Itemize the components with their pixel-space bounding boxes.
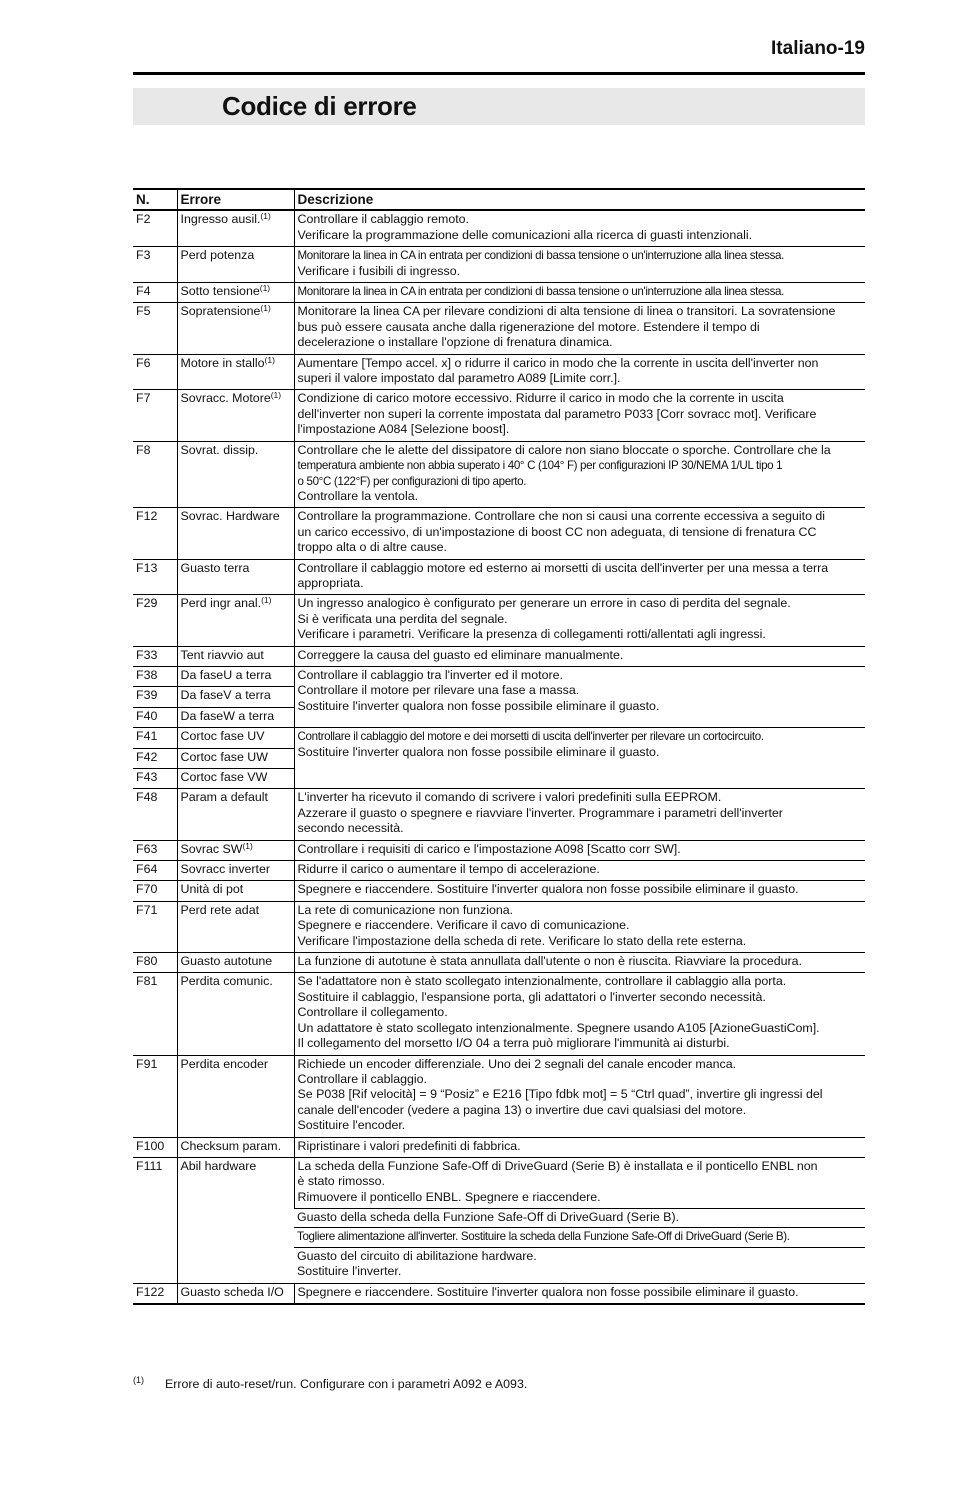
error-description: Un ingresso analogico è configurato per generare un errore in caso di perdita del segnale. Si è verificata una perdita del segnale. Verificare i parametri. Verificare la presenza di collegamenti rotti/allentati agli ingressi. [294, 595, 865, 646]
table-row [133, 1137, 865, 1157]
table-row [133, 953, 865, 973]
error-code: F4 [133, 283, 177, 303]
footnote-ref: (1) [260, 211, 271, 222]
table-row [133, 303, 865, 354]
error-code: F41 [133, 728, 177, 748]
table-row [133, 508, 865, 559]
error-description: La funzione di autotune è stata annullata dall'utente o non è riuscita. Riavviare la procedura. [294, 953, 865, 973]
table-row [133, 595, 865, 646]
error-description: Spegnere e riaccendere. Sostituire l'inverter qualora non fosse possibile eliminare il guasto. [294, 1283, 865, 1304]
error-name: Perd rete adat [177, 901, 294, 952]
column-header-error: Errore [177, 189, 294, 210]
table-row [133, 1283, 865, 1304]
error-name: Sovracc. Motore$^{(1)}$ [177, 390, 294, 441]
error-description: Monitorare la linea in CA in entrata per condizioni di bassa tensione o un'interruzione alla linea stessa. [294, 283, 865, 303]
error-code: F6 [133, 354, 177, 390]
error-name: Sovrat. dissip. [177, 441, 294, 508]
error-description: Ridurre il carico o aumentare il tempo di accelerazione. [294, 861, 865, 881]
error-description: Monitorare la linea in CA in entrata per condizioni di bassa tensione o un'interruzione alla linea stessa. Verificare i fusibili di ingresso. [294, 247, 865, 283]
error-code: F38 [133, 666, 177, 686]
table-row [133, 210, 865, 246]
error-name: Perd ingr anal.$^{(1)}$ [177, 595, 294, 646]
column-header-description: Descrizione [294, 189, 865, 210]
error-name: Da faseV a terra [177, 687, 294, 707]
error-code: F48 [133, 789, 177, 840]
header-rule [133, 72, 865, 75]
footnote-ref: (1) [260, 303, 271, 314]
page-title: Codice di errore [222, 91, 417, 121]
error-description: La scheda della Funzione Safe-Off di DriveGuard (Serie B) è installata e il ponticello ENBL non è stato rimosso. Rimuovere il ponticello ENBL. Spegnere e riaccendere. [294, 1157, 865, 1208]
table-header-row [133, 189, 865, 210]
error-code: F13 [133, 559, 177, 595]
error-description: Controllare il cablaggio remoto. Verificare la programmazione delle comunicazioni alla ricerca di guasti intenzionali. [294, 210, 865, 246]
error-code: F8 [133, 441, 177, 508]
column-header-number: N. [133, 189, 177, 210]
error-description: Controllare la programmazione. Controllare che non si causi una corrente eccessiva a seguito di un carico eccessivo, di un'impostazione di boost CC non adeguata, di tensione di frenatura CC troppo alta o di altre cause. [294, 508, 865, 559]
error-code: F63 [133, 840, 177, 860]
title-band [133, 88, 865, 125]
table-row [133, 901, 865, 952]
table-row [133, 861, 865, 881]
error-code: F71 [133, 901, 177, 952]
error-description: L'inverter ha ricevuto il comando di scrivere i valori predefiniti sulla EEPROM. Azzerare il guasto o spegnere e riavviare l'inverter. Programmare i parametri dell'inverter secondo necessità. [294, 789, 865, 840]
error-code: F64 [133, 861, 177, 881]
table-row [133, 646, 865, 666]
error-description: Condizione di carico motore eccessivo. Ridurre il carico in modo che la corrente in uscita dell'inverter non superi la corrente impostata dal parametro P033 [Corr sovracc mot]. Verificare l'impostazione A084 [Selezione boost]. [294, 390, 865, 441]
error-code: F29 [133, 595, 177, 646]
error-name: Perd potenza [177, 247, 294, 283]
error-name: Cortoc fase UW [177, 748, 294, 768]
error-name: Param a default [177, 789, 294, 840]
error-name: Unità di pot [177, 881, 294, 901]
error-name: Sovrac. Hardware [177, 508, 294, 559]
error-code: F42 [133, 748, 177, 768]
error-code: F70 [133, 881, 177, 901]
footnote-ref: (1) [264, 354, 275, 365]
error-description: Se l'adattatore non è stato scollegato intenzionalmente, controllare il cablaggio alla porta. Sostituire il cablaggio, l'espansione porta, gli adattatori o l'inverter secondo necessità. Controllare il collegamento. Un adattatore è stato scollegato intenzionalmente. Spegnere usando A105 [AzioneGuastiCom]. Il collegamento del morsetto I/O 04 a terra può migliorare l'immunità ai disturbi. [294, 973, 865, 1055]
error-name: Sovracc inverter [177, 861, 294, 881]
error-code: F40 [133, 707, 177, 727]
footnote-ref: (1) [270, 390, 282, 401]
error-code: F91 [133, 1055, 177, 1137]
error-code: F5 [133, 303, 177, 354]
error-code: F39 [133, 687, 177, 707]
error-name: Guasto scheda I/O [177, 1283, 294, 1304]
footnote-text: Errore di auto-reset/run. Configurare con i parametri A092 e A093. [165, 1377, 528, 1391]
error-description: Aumentare [Tempo accel. x] o ridurre il carico in modo che la corrente in uscita dell'inverter non superi il valore impostato dal parametro A089 [Limite corr.]. [294, 354, 865, 390]
error-code-table [133, 188, 865, 1305]
footnote-ref: (1) [259, 283, 271, 294]
error-name: Sopratensione$^{(1)}$ [177, 303, 294, 354]
error-description: Ripristinare i valori predefiniti di fabbrica. [294, 1137, 865, 1157]
error-description: La rete di comunicazione non funziona. Spegnere e riaccendere. Verificare il cavo di comunicazione. Verificare l'impostazione della scheda di rete. Verificare lo stato della rete esterna. [294, 901, 865, 952]
error-description: Richiede un encoder differenziale. Uno dei 2 segnali del canale encoder manca. Controllare il cablaggio. Se P038 [Rif velocità] = 9 “Posiz” e E216 [Tipo fdbk mot] = 5 “Ctrl quad”, invertire gli ingressi del canale dell'encoder (vedere a pagina 13) o invertire due cavi qualsiasi del motore. Sostituire l'encoder. [294, 1055, 865, 1137]
error-name: Cortoc fase VW [177, 769, 294, 789]
error-name: Tent riavvio aut [177, 646, 294, 666]
footnote-ref: (1) [242, 840, 253, 851]
table-row [133, 666, 865, 686]
table-row [133, 247, 865, 283]
table-row [133, 973, 865, 1055]
error-code: F33 [133, 646, 177, 666]
error-description: Spegnere e riaccendere. Sostituire l'inverter qualora non fosse possibile eliminare il guasto. [294, 881, 865, 901]
table-row [133, 441, 865, 508]
error-code: F7 [133, 390, 177, 441]
error-description: Controllare il cablaggio motore ed esterno ai morsetti di uscita dell'inverter per una messa a terra appropriata. [294, 559, 865, 595]
error-description: Controllare che le alette del dissipatore di calore non siano bloccate o sporche. Controllare che la temperatura ambiente non abbia superato i 40° C (104° F) per configurazioni IP 30/NEMA 1/UL tipo 1 o 50°C (122°F) per configurazioni di tipo aperto. Controllare la ventola. [294, 441, 865, 508]
error-description: Guasto della scheda della Funzione Safe-Off di DriveGuard (Serie B). Togliere alimentazione all'inverter. Sostituire la scheda della Funzione Safe-Off di DriveGuard (Serie B). [294, 1209, 865, 1248]
error-name: Da faseW a terra [177, 707, 294, 727]
error-name: Motore in stallo$^{(1)}$ [177, 354, 294, 390]
error-name: Sovrac SW$^{(1)}$ [177, 840, 294, 860]
error-name: Checksum param. [177, 1137, 294, 1157]
error-description: Monitorare la linea CA per rilevare condizioni di alta tensione di linea o transitori. La sovratensione bus può essere causata anche dalla rigenerazione del motore. Estendere il tempo di decelerazione o installare l'opzione di frenatura dinamica. [294, 303, 865, 354]
error-name: Guasto autotune [177, 953, 294, 973]
table-row [133, 559, 865, 595]
table-row [133, 1157, 865, 1208]
footnote-mark: (1) [133, 1375, 144, 1385]
error-code: F3 [133, 247, 177, 283]
table-row [133, 789, 865, 840]
error-name: Da faseU a terra [177, 666, 294, 686]
error-code: F100 [133, 1137, 177, 1157]
error-description: Correggere la causa del guasto ed eliminare manualmente. [294, 646, 865, 666]
error-description: Controllare il cablaggio tra l'inverter ed il motore. Controllare il motore per rilevare una fase a massa. Sostituire l'inverter qualora non fosse possibile eliminare il guasto. [294, 666, 865, 727]
footnote [133, 1375, 528, 1391]
error-name: Perdita comunic. [177, 973, 294, 1055]
table-row [133, 881, 865, 901]
error-code: F81 [133, 973, 177, 1055]
error-code: F111 [133, 1157, 177, 1283]
error-name: Abil hardware [177, 1157, 294, 1283]
error-description: Controllare il cablaggio del motore e dei morsetti di uscita dell'inverter per rilevare un cortocircuito. Sostituire l'inverter qualora non fosse possibile eliminare il guasto. [294, 728, 865, 789]
error-name: Perdita encoder [177, 1055, 294, 1137]
error-code: F2 [133, 210, 177, 246]
error-name: Cortoc fase UV [177, 728, 294, 748]
error-description: Controllare i requisiti di carico e l'impostazione A098 [Scatto corr SW]. [294, 840, 865, 860]
error-code: F80 [133, 953, 177, 973]
error-name: Sotto tensione$^{(1)}$ [177, 283, 294, 303]
error-name: Guasto terra [177, 559, 294, 595]
table-row [133, 840, 865, 860]
error-name: Ingresso ausil.$^{(1)}$ [177, 210, 294, 246]
error-code: F43 [133, 769, 177, 789]
table-row [133, 1055, 865, 1137]
table-row [133, 354, 865, 390]
error-code: F122 [133, 1283, 177, 1304]
table-row [133, 390, 865, 441]
error-code: F12 [133, 508, 177, 559]
error-description: Guasto del circuito di abilitazione hardware. Sostituire l'inverter. [294, 1247, 865, 1283]
table-row [133, 728, 865, 748]
page-number: Italiano-19 [771, 38, 865, 59]
table-row [133, 283, 865, 303]
footnote-ref: (1) [261, 595, 272, 606]
